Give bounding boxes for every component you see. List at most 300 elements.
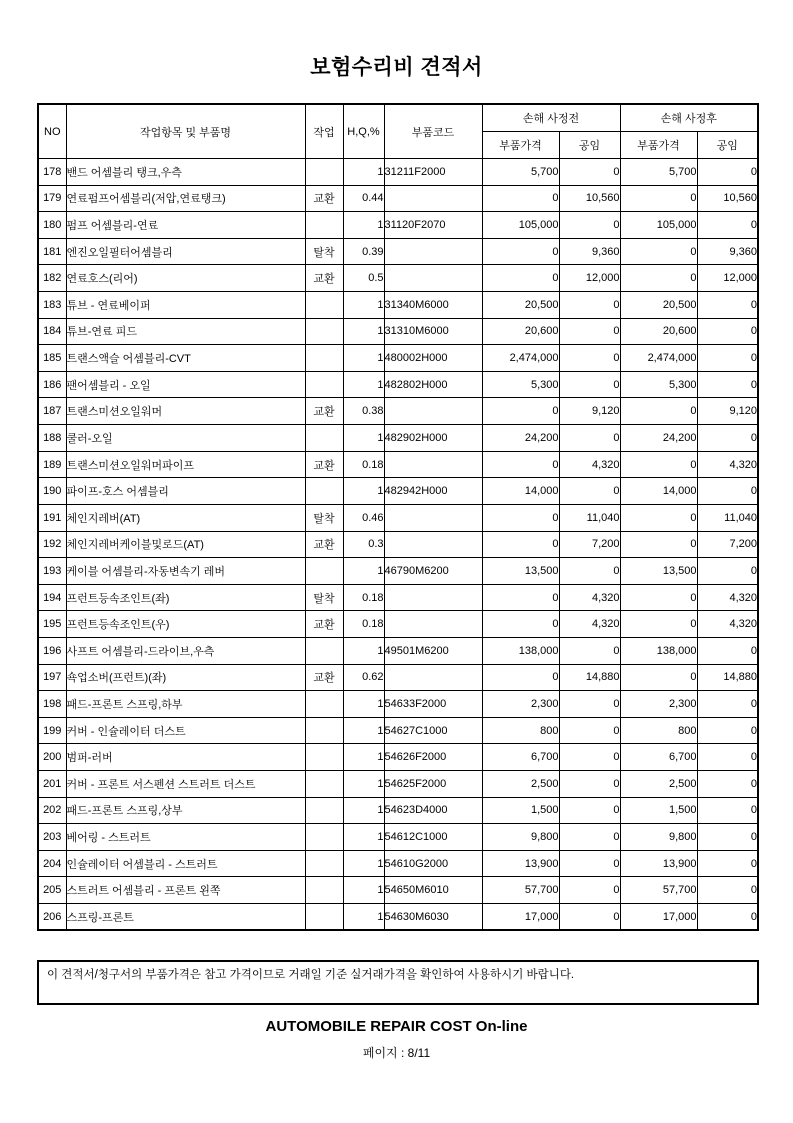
cell-part-code (384, 504, 482, 531)
cell-no: 192 (38, 531, 66, 558)
cell-no: 189 (38, 451, 66, 478)
cell-before-labor: 0 (559, 797, 620, 824)
cell-before-part-price: 20,600 (482, 318, 559, 345)
cell-before-labor: 0 (559, 478, 620, 505)
cell-after-part-price: 14,000 (620, 478, 697, 505)
cell-item-name: 프런트등속조인트(좌) (66, 584, 305, 611)
cell-work-type (305, 904, 343, 931)
cell-before-labor: 9,120 (559, 398, 620, 425)
table-row (38, 744, 758, 771)
cell-hq-value: 1 (343, 292, 384, 319)
cell-after-part-price: 800 (620, 717, 697, 744)
cell-no: 186 (38, 371, 66, 398)
table-row (38, 238, 758, 265)
col-header-before-labor: 공임 (559, 132, 620, 159)
cell-work-type: 교환 (305, 265, 343, 292)
cell-after-labor: 0 (697, 717, 758, 744)
table-row (38, 504, 758, 531)
cell-before-part-price: 57,700 (482, 877, 559, 904)
table-row (38, 717, 758, 744)
cell-work-type (305, 371, 343, 398)
cell-hq-value: 1 (343, 478, 384, 505)
cell-item-name: 인슐레이터 어셈블리 - 스트러트 (66, 850, 305, 877)
cell-no: 188 (38, 425, 66, 452)
cell-hq-value: 1 (343, 425, 384, 452)
cell-before-part-price: 0 (482, 451, 559, 478)
cell-after-labor: 0 (697, 877, 758, 904)
cell-before-part-price: 0 (482, 611, 559, 638)
table-row (38, 904, 758, 931)
cell-hq-value: 1 (343, 318, 384, 345)
cell-work-type: 교환 (305, 451, 343, 478)
cell-after-part-price: 0 (620, 531, 697, 558)
cell-hq-value: 1 (343, 824, 384, 851)
table-row (38, 265, 758, 292)
cell-hq-value: 1 (343, 371, 384, 398)
cell-no: 196 (38, 637, 66, 664)
cell-work-type: 교환 (305, 185, 343, 212)
cell-after-part-price: 0 (620, 185, 697, 212)
cell-hq-value: 0.62 (343, 664, 384, 691)
cell-no: 203 (38, 824, 66, 851)
cell-after-labor: 7,200 (697, 531, 758, 558)
cell-part-code: 31211F2000 (384, 159, 482, 186)
cell-part-code: 54612C1000 (384, 824, 482, 851)
cell-after-part-price: 105,000 (620, 212, 697, 239)
cell-hq-value: 1 (343, 691, 384, 718)
cell-item-name: 프런트등속조인트(우) (66, 611, 305, 638)
cell-hq-value: 0.46 (343, 504, 384, 531)
cell-hq-value: 0.3 (343, 531, 384, 558)
cell-work-type (305, 824, 343, 851)
cell-before-part-price: 0 (482, 664, 559, 691)
cell-before-labor: 0 (559, 318, 620, 345)
cell-work-type (305, 318, 343, 345)
cell-before-labor: 4,320 (559, 451, 620, 478)
cell-before-labor: 12,000 (559, 265, 620, 292)
cell-work-type: 탈착 (305, 504, 343, 531)
cell-after-labor: 9,120 (697, 398, 758, 425)
cell-before-part-price: 138,000 (482, 637, 559, 664)
cell-before-labor: 0 (559, 558, 620, 585)
cell-hq-value: 1 (343, 771, 384, 798)
cell-after-part-price: 20,600 (620, 318, 697, 345)
col-header-part-code: 부품코드 (384, 104, 482, 159)
cell-no: 199 (38, 717, 66, 744)
cell-no: 191 (38, 504, 66, 531)
cell-part-code: 31310M6000 (384, 318, 482, 345)
cell-hq-value: 1 (343, 904, 384, 931)
cell-before-labor: 0 (559, 637, 620, 664)
cell-after-part-price: 0 (620, 664, 697, 691)
cell-item-name: 튜브 - 연료베이퍼 (66, 292, 305, 319)
footer-brand: AUTOMOBILE REPAIR COST On-line (265, 1018, 528, 1035)
cell-work-type (305, 877, 343, 904)
cell-hq-value: 1 (343, 212, 384, 239)
cell-item-name: 스프링-프론트 (66, 904, 305, 931)
cell-work-type (305, 212, 343, 239)
cell-part-code (384, 451, 482, 478)
cell-before-part-price: 105,000 (482, 212, 559, 239)
cell-no: 202 (38, 797, 66, 824)
cell-item-name: 스트러트 어셈블리 - 프론트 왼쪽 (66, 877, 305, 904)
cell-before-labor: 0 (559, 159, 620, 186)
header-row-top (38, 104, 758, 132)
table-row (38, 451, 758, 478)
cell-after-labor: 0 (697, 691, 758, 718)
cell-before-part-price: 17,000 (482, 904, 559, 931)
table-row (38, 425, 758, 452)
cell-after-part-price: 0 (620, 398, 697, 425)
cell-item-name: 펌프 어셈블리-연료 (66, 212, 305, 239)
cell-after-part-price: 17,000 (620, 904, 697, 931)
cell-part-code: 54627C1000 (384, 717, 482, 744)
cell-after-labor: 9,360 (697, 238, 758, 265)
cell-work-type: 교환 (305, 611, 343, 638)
cell-after-labor: 14,880 (697, 664, 758, 691)
cell-after-part-price: 0 (620, 584, 697, 611)
cell-work-type (305, 159, 343, 186)
cell-before-labor: 0 (559, 425, 620, 452)
cell-after-part-price: 1,500 (620, 797, 697, 824)
table-row (38, 637, 758, 664)
cell-hq-value: 1 (343, 877, 384, 904)
cell-item-name: 커버 - 인슐레이터 더스트 (66, 717, 305, 744)
cell-part-code: 46790M6200 (384, 558, 482, 585)
cell-item-name: 팬어셈블리 - 오일 (66, 371, 305, 398)
cell-after-labor: 0 (697, 478, 758, 505)
cell-part-code (384, 584, 482, 611)
cell-item-name: 연료펌프어셈블리(저압,연료탱크) (66, 185, 305, 212)
cell-hq-value: 0.38 (343, 398, 384, 425)
cell-no: 201 (38, 771, 66, 798)
cell-work-type (305, 558, 343, 585)
estimate-table (37, 103, 759, 931)
cell-after-labor: 0 (697, 850, 758, 877)
cell-after-labor: 4,320 (697, 611, 758, 638)
cell-before-labor: 0 (559, 824, 620, 851)
cell-item-name: 범퍼-러버 (66, 744, 305, 771)
cell-part-code: 54633F2000 (384, 691, 482, 718)
table-header (38, 104, 758, 159)
cell-after-part-price: 5,300 (620, 371, 697, 398)
cell-part-code (384, 664, 482, 691)
cell-after-part-price: 2,474,000 (620, 345, 697, 372)
table-row (38, 531, 758, 558)
col-header-item: 작업항목 및 부품명 (66, 104, 305, 159)
col-header-work: 작업 (305, 104, 343, 159)
cell-after-part-price: 2,300 (620, 691, 697, 718)
notice-box (37, 960, 759, 1005)
cell-before-labor: 14,880 (559, 664, 620, 691)
table-row (38, 398, 758, 425)
cell-work-type (305, 637, 343, 664)
cell-before-part-price: 13,500 (482, 558, 559, 585)
cell-before-labor: 0 (559, 744, 620, 771)
cell-part-code: 31120F2070 (384, 212, 482, 239)
cell-after-labor: 0 (697, 292, 758, 319)
cell-no: 194 (38, 584, 66, 611)
cell-after-labor: 0 (697, 797, 758, 824)
cell-item-name: 파이프-호스 어셈블리 (66, 478, 305, 505)
cell-before-part-price: 20,500 (482, 292, 559, 319)
table-row (38, 318, 758, 345)
table-row (38, 558, 758, 585)
cell-before-labor: 4,320 (559, 611, 620, 638)
table-row (38, 824, 758, 851)
cell-work-type: 교환 (305, 664, 343, 691)
cell-after-labor: 0 (697, 371, 758, 398)
cell-item-name: 쿨러-오일 (66, 425, 305, 452)
cell-no: 193 (38, 558, 66, 585)
cell-no: 187 (38, 398, 66, 425)
cell-work-type: 탈착 (305, 238, 343, 265)
cell-after-labor: 0 (697, 425, 758, 452)
table-row (38, 478, 758, 505)
cell-hq-value: 1 (343, 797, 384, 824)
cell-before-labor: 0 (559, 371, 620, 398)
cell-before-part-price: 1,500 (482, 797, 559, 824)
cell-hq-value: 0.44 (343, 185, 384, 212)
cell-after-labor: 4,320 (697, 451, 758, 478)
table-row (38, 771, 758, 798)
cell-work-type (305, 478, 343, 505)
cell-item-name: 엔진오일필터어셈블리 (66, 238, 305, 265)
cell-item-name: 트랜스미션오일워머 (66, 398, 305, 425)
cell-no: 198 (38, 691, 66, 718)
cell-after-part-price: 20,500 (620, 292, 697, 319)
cell-before-part-price: 9,800 (482, 824, 559, 851)
cell-hq-value: 0.5 (343, 265, 384, 292)
cell-part-code: 54623D4000 (384, 797, 482, 824)
notice-text: 이 견적서/청구서의 부품가격은 참고 가격이므로 거래일 기준 실거래가격을 확인하여 사용하시기 바랍니다. (47, 969, 575, 981)
cell-part-code (384, 398, 482, 425)
cell-after-part-price: 138,000 (620, 637, 697, 664)
cell-hq-value: 1 (343, 717, 384, 744)
cell-after-part-price: 0 (620, 238, 697, 265)
cell-before-labor: 0 (559, 717, 620, 744)
cell-before-labor: 0 (559, 904, 620, 931)
cell-before-part-price: 14,000 (482, 478, 559, 505)
cell-work-type: 탈착 (305, 584, 343, 611)
cell-after-labor: 0 (697, 637, 758, 664)
cell-no: 190 (38, 478, 66, 505)
cell-no: 206 (38, 904, 66, 931)
cell-after-part-price: 57,700 (620, 877, 697, 904)
cell-hq-value: 1 (343, 159, 384, 186)
cell-work-type: 교환 (305, 398, 343, 425)
cell-item-name: 트랜스액슬 어셈블리-CVT (66, 345, 305, 372)
cell-no: 182 (38, 265, 66, 292)
cell-part-code (384, 265, 482, 292)
col-header-after-assessment: 손해 사정후 (620, 104, 758, 132)
cell-part-code: 54626F2000 (384, 744, 482, 771)
cell-before-part-price: 13,900 (482, 850, 559, 877)
cell-no: 181 (38, 238, 66, 265)
cell-part-code: 54610G2000 (384, 850, 482, 877)
cell-before-part-price: 2,500 (482, 771, 559, 798)
table-row (38, 664, 758, 691)
cell-part-code: 31340M6000 (384, 292, 482, 319)
col-header-before-part-price: 부품가격 (482, 132, 559, 159)
cell-work-type (305, 717, 343, 744)
cell-after-labor: 10,560 (697, 185, 758, 212)
cell-no: 179 (38, 185, 66, 212)
cell-before-labor: 0 (559, 691, 620, 718)
cell-no: 178 (38, 159, 66, 186)
cell-work-type (305, 850, 343, 877)
cell-after-labor: 0 (697, 159, 758, 186)
cell-after-part-price: 24,200 (620, 425, 697, 452)
cell-after-labor: 0 (697, 824, 758, 851)
cell-after-labor: 0 (697, 212, 758, 239)
cell-before-labor: 4,320 (559, 584, 620, 611)
cell-part-code: 480002H000 (384, 345, 482, 372)
cell-item-name: 패드-프론트 스프링,상부 (66, 797, 305, 824)
cell-after-part-price: 5,700 (620, 159, 697, 186)
cell-part-code: 49501M6200 (384, 637, 482, 664)
col-header-no: NO (38, 104, 66, 159)
cell-no: 183 (38, 292, 66, 319)
table-row (38, 877, 758, 904)
table-row (38, 292, 758, 319)
table-row (38, 345, 758, 372)
cell-after-part-price: 13,500 (620, 558, 697, 585)
cell-after-part-price: 9,800 (620, 824, 697, 851)
cell-before-part-price: 0 (482, 584, 559, 611)
cell-before-part-price: 0 (482, 398, 559, 425)
cell-before-part-price: 0 (482, 265, 559, 292)
cell-item-name: 케이블 어셈블리-자동변속기 레버 (66, 558, 305, 585)
cell-hq-value: 1 (343, 345, 384, 372)
cell-item-name: 패드-프론트 스프링,하부 (66, 691, 305, 718)
page-title: 보험수리비 견적서 (310, 56, 483, 79)
cell-no: 195 (38, 611, 66, 638)
cell-item-name: 튜브-연료 피드 (66, 318, 305, 345)
table-row (38, 611, 758, 638)
cell-before-part-price: 0 (482, 238, 559, 265)
cell-before-part-price: 5,700 (482, 159, 559, 186)
cell-part-code: 482802H000 (384, 371, 482, 398)
cell-before-part-price: 24,200 (482, 425, 559, 452)
cell-part-code: 54625F2000 (384, 771, 482, 798)
cell-item-name: 커버 - 프론트 서스펜션 스트러트 더스트 (66, 771, 305, 798)
table-row (38, 797, 758, 824)
cell-after-part-price: 0 (620, 611, 697, 638)
cell-before-part-price: 5,300 (482, 371, 559, 398)
cell-work-type (305, 771, 343, 798)
cell-before-part-price: 800 (482, 717, 559, 744)
cell-item-name: 밴드 어셈블리 탱크,우측 (66, 159, 305, 186)
col-header-before-assessment: 손해 사정전 (482, 104, 620, 132)
cell-hq-value: 0.39 (343, 238, 384, 265)
cell-part-code (384, 238, 482, 265)
table-row (38, 159, 758, 186)
cell-after-labor: 0 (697, 345, 758, 372)
cell-after-part-price: 13,900 (620, 850, 697, 877)
cell-after-part-price: 0 (620, 265, 697, 292)
table-body (38, 159, 758, 931)
cell-work-type (305, 797, 343, 824)
cell-after-labor: 0 (697, 744, 758, 771)
cell-hq-value: 0.18 (343, 611, 384, 638)
cell-before-labor: 0 (559, 877, 620, 904)
cell-before-labor: 7,200 (559, 531, 620, 558)
table-row (38, 185, 758, 212)
cell-work-type (305, 691, 343, 718)
cell-after-part-price: 0 (620, 451, 697, 478)
cell-item-name: 쇽업소버(프런트)(좌) (66, 664, 305, 691)
cell-before-part-price: 0 (482, 185, 559, 212)
cell-part-code (384, 611, 482, 638)
cell-hq-value: 0.18 (343, 451, 384, 478)
cell-work-type (305, 744, 343, 771)
cell-hq-value: 1 (343, 637, 384, 664)
cell-before-part-price: 6,700 (482, 744, 559, 771)
cell-hq-value: 1 (343, 744, 384, 771)
col-header-after-labor: 공임 (697, 132, 758, 159)
cell-part-code: 482942H000 (384, 478, 482, 505)
table-row (38, 371, 758, 398)
cell-after-labor: 11,040 (697, 504, 758, 531)
cell-item-name: 베어링 - 스트러트 (66, 824, 305, 851)
cell-before-labor: 0 (559, 771, 620, 798)
cell-before-part-price: 2,300 (482, 691, 559, 718)
cell-before-labor: 0 (559, 292, 620, 319)
cell-work-type (305, 345, 343, 372)
cell-before-labor: 0 (559, 212, 620, 239)
cell-before-part-price: 2,474,000 (482, 345, 559, 372)
cell-after-labor: 4,320 (697, 584, 758, 611)
cell-after-labor: 0 (697, 771, 758, 798)
table-row (38, 850, 758, 877)
cell-before-labor: 9,360 (559, 238, 620, 265)
table-row (38, 691, 758, 718)
cell-after-part-price: 6,700 (620, 744, 697, 771)
cell-hq-value: 0.18 (343, 584, 384, 611)
cell-part-code (384, 531, 482, 558)
cell-item-name: 체인지레버케이블및로드(AT) (66, 531, 305, 558)
cell-part-code (384, 185, 482, 212)
cell-after-labor: 0 (697, 318, 758, 345)
cell-no: 185 (38, 345, 66, 372)
cell-hq-value: 1 (343, 558, 384, 585)
cell-no: 184 (38, 318, 66, 345)
cell-item-name: 체인지레버(AT) (66, 504, 305, 531)
cell-no: 205 (38, 877, 66, 904)
table-row (38, 212, 758, 239)
cell-item-name: 사프트 어셈블리-드라이브,우측 (66, 637, 305, 664)
cell-before-labor: 0 (559, 850, 620, 877)
cell-before-labor: 0 (559, 345, 620, 372)
cell-work-type: 교환 (305, 531, 343, 558)
table-row (38, 584, 758, 611)
cell-no: 197 (38, 664, 66, 691)
col-header-after-part-price: 부품가격 (620, 132, 697, 159)
cell-after-labor: 0 (697, 558, 758, 585)
cell-after-labor: 12,000 (697, 265, 758, 292)
cell-after-labor: 0 (697, 904, 758, 931)
col-header-hq: H,Q,% (343, 104, 384, 159)
cell-part-code: 54630M6030 (384, 904, 482, 931)
cell-no: 204 (38, 850, 66, 877)
cell-part-code: 482902H000 (384, 425, 482, 452)
cell-work-type (305, 292, 343, 319)
cell-hq-value: 1 (343, 850, 384, 877)
cell-no: 200 (38, 744, 66, 771)
cell-work-type (305, 425, 343, 452)
cell-before-part-price: 0 (482, 531, 559, 558)
